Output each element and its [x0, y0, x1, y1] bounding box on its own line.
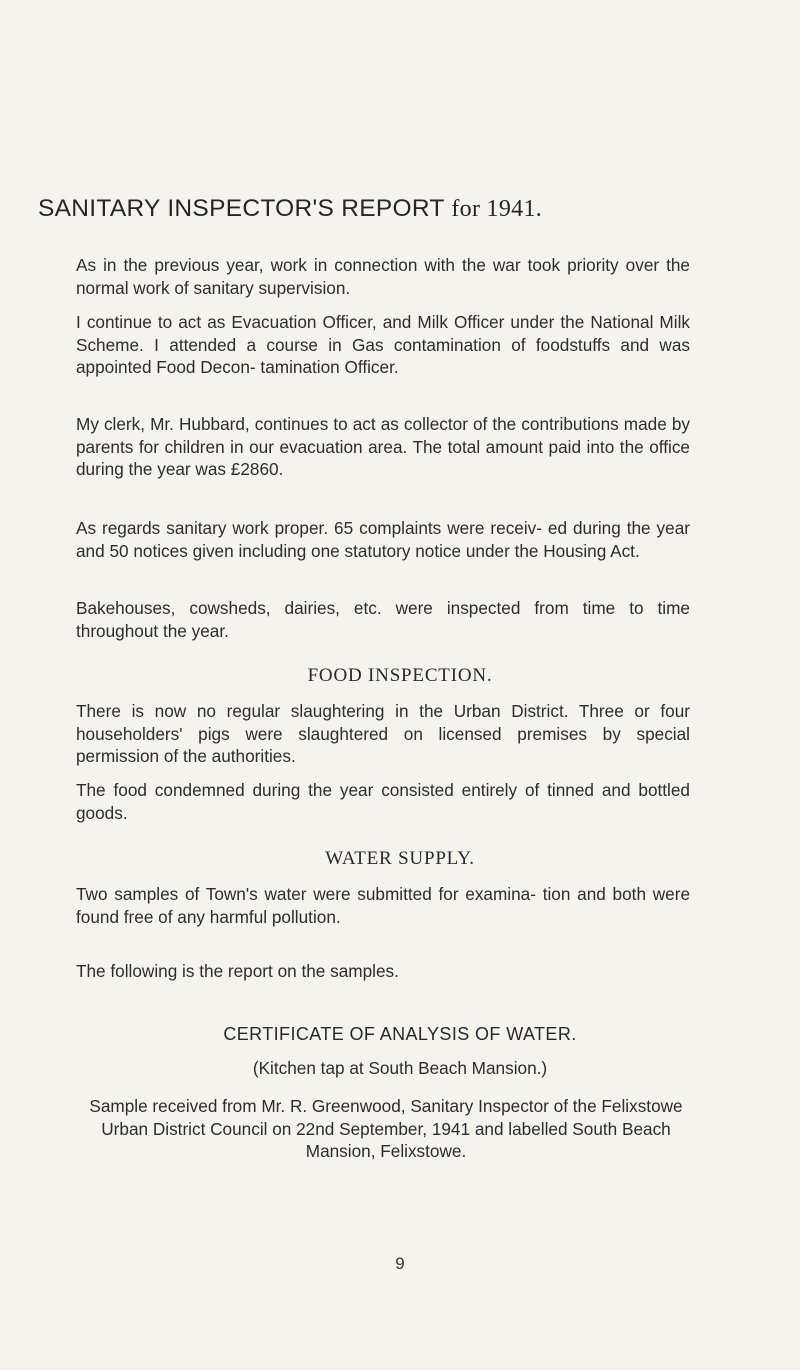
title-main: SANITARY INSPECTOR'S REPORT: [38, 195, 445, 222]
certificate-title: CERTIFICATE OF ANALYSIS OF WATER.: [223, 1024, 577, 1044]
water-supply-heading: WATER SUPPLY.: [325, 848, 475, 869]
food-inspection-paragraph-1: There is now no regular slaughtering in the Urban District. Three or four householders' pigs were slaughtered on licensed premises by special permission of the authorities.: [76, 701, 690, 766]
page-number: 9: [395, 1254, 405, 1273]
intro-paragraph-2: I continue to act as Evacuation Officer, and Milk Officer under the National Milk Scheme. I attended a course in Gas contamination of foodstuffs and was appointed Food Decon- tamination Officer.: [76, 312, 690, 377]
title-suffix: for 1941.: [451, 196, 543, 222]
page-title: [38, 195, 542, 223]
food-inspection-paragraph-2: The food condemned during the year consisted entirely of tinned and bottled goods.: [76, 780, 690, 823]
intro-paragraph-4: As regards sanitary work proper. 65 complaints were receiv- ed during the year and 50 notices given including one statutory notice under the Housing Act.: [76, 518, 690, 561]
water-supply-paragraph-1: Two samples of Town's water were submitted for examina- tion and both were found free of any harmful pollution.: [76, 884, 690, 927]
intro-paragraph-3: My clerk, Mr. Hubbard, continues to act as collector of the contributions made by parents for children in our evacuation area. The total amount paid into the office during the year was £2860.: [76, 414, 690, 479]
intro-paragraph-1: As in the previous year, work in connection with the war took priority over the normal work of sanitary supervision.: [76, 255, 690, 298]
certificate-subtitle: (Kitchen tap at South Beach Mansion.): [252, 1058, 548, 1078]
certificate-body: Sample received from Mr. R. Greenwood, Sanitary Inspector of the Felixstowe Urban District Council on 22nd September, 1941 and labelled South Beach Mansion, Felixstowe.: [89, 1096, 683, 1161]
intro-paragraph-5: Bakehouses, cowsheds, dairies, etc. were inspected from time to time throughout the year.: [76, 598, 690, 641]
water-supply-paragraph-2: The following is the report on the samples.: [76, 961, 399, 981]
food-inspection-heading: FOOD INSPECTION.: [307, 665, 493, 686]
